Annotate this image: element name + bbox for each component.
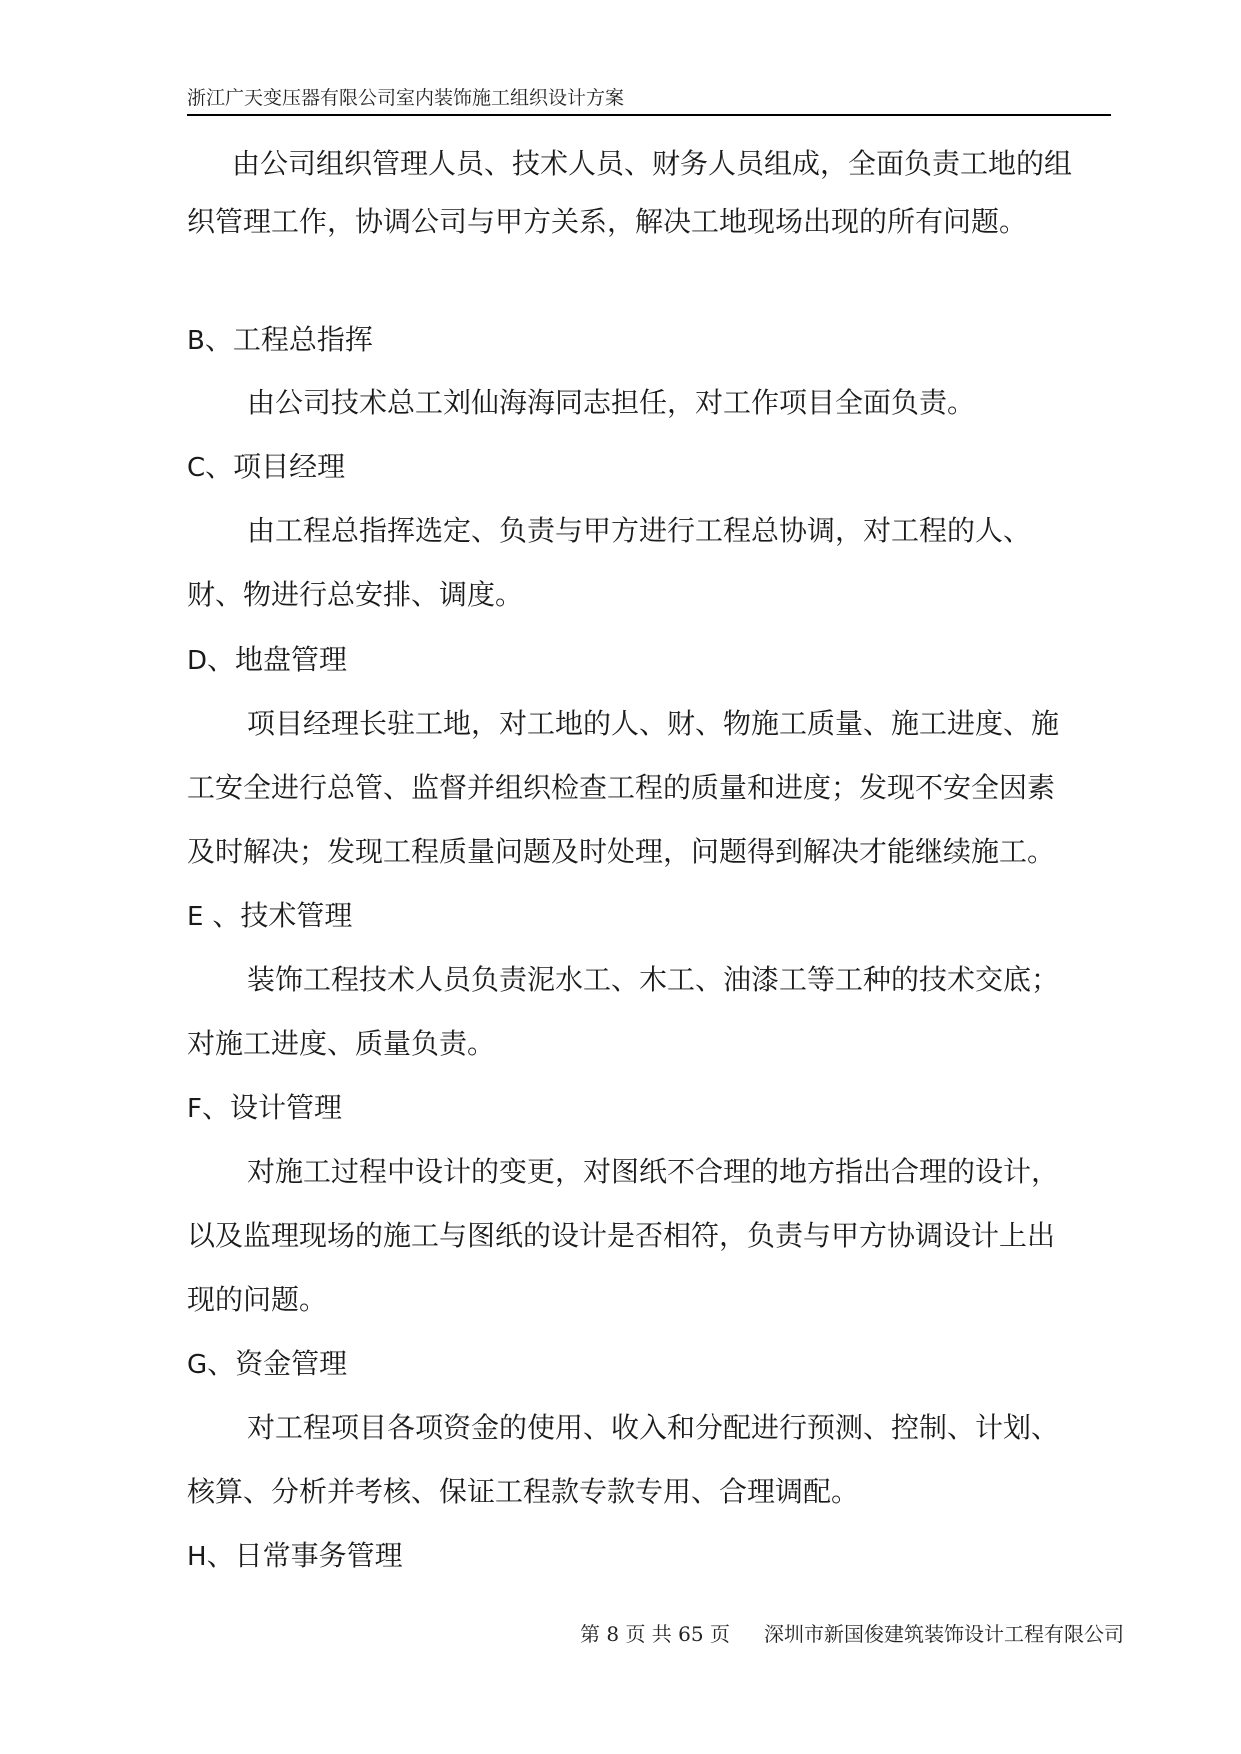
section-heading-f: [187, 1090, 342, 1127]
d-line-1: 项目经理长驻工地，对工地的人、财、物施工质量、施工进度、施: [247, 707, 1060, 740]
page-number: 第 8 页 共 65 页: [580, 1622, 730, 1646]
intro-line-1: 由公司组织管理人员、技术人员、财务人员组成，全面负责工地的组: [232, 147, 1073, 180]
f-line-3: 现的问题。: [187, 1283, 328, 1316]
section-heading-e: [187, 898, 352, 935]
section-title: 、技术管理: [203, 899, 353, 932]
section-letter: E: [187, 902, 204, 932]
section-heading-d: [187, 642, 347, 679]
f-line-1: 对施工过程中设计的变更，对图纸不合理的地方指出合理的设计，: [247, 1155, 1060, 1188]
section-heading-g: [187, 1346, 347, 1383]
section-title: 、资金管理: [207, 1347, 348, 1380]
section-letter: C: [187, 453, 206, 483]
section-letter: F: [187, 1094, 202, 1124]
section-letter: D: [187, 646, 208, 676]
section-title: 、工程总指挥: [204, 323, 373, 356]
section-title: 、设计管理: [201, 1091, 342, 1124]
section-letter: H: [187, 1542, 207, 1572]
d-line-2: 工安全进行总管、监督并组织检查工程的质量和进度；发现不安全因素: [187, 771, 1056, 804]
g-line-1: 对工程项目各项资金的使用、收入和分配进行预测、控制、计划、: [247, 1411, 1060, 1444]
section-heading-b: [187, 322, 373, 359]
f-line-2: 以及监理现场的施工与图纸的设计是否相符，负责与甲方协调设计上出: [187, 1219, 1056, 1252]
g-line-2: 核算、分析并考核、保证工程款专款专用、合理调配。: [187, 1475, 860, 1508]
header-title: 浙江广天变压器有限公司室内装饰施工组织设计方案: [187, 87, 625, 109]
e-line-2: 对施工进度、质量负责。: [187, 1027, 496, 1060]
c-line-1: 由工程总指挥选定、负责与甲方进行工程总协调，对工程的人、: [247, 514, 1032, 547]
b-line-1: 由公司技术总工刘仙海海同志担任，对工作项目全面负责。: [247, 386, 976, 419]
section-heading-c: [187, 449, 345, 486]
section-title: 、项目经理: [205, 450, 346, 483]
section-heading-h: [187, 1538, 403, 1575]
d-line-3: 及时解决；发现工程质量问题及时处理，问题得到解决才能继续施工。: [187, 835, 1056, 868]
section-title: 、地盘管理: [207, 643, 348, 676]
page-footer: [580, 1621, 1124, 1647]
c-line-2: 财、物进行总安排、调度。: [187, 578, 524, 611]
footer-company: 深圳市新国俊建筑装饰设计工程有限公司: [763, 1622, 1124, 1646]
intro-line-2: 织管理工作，协调公司与甲方关系，解决工地现场出现的所有问题。: [187, 205, 1028, 238]
section-letter: G: [187, 1350, 208, 1380]
section-title: 、日常事务管理: [206, 1539, 403, 1572]
section-letter: B: [187, 326, 205, 356]
e-line-1: 装饰工程技术人员负责泥水工、木工、油漆工等工种的技术交底；: [247, 963, 1060, 996]
page-header: [187, 86, 1111, 116]
